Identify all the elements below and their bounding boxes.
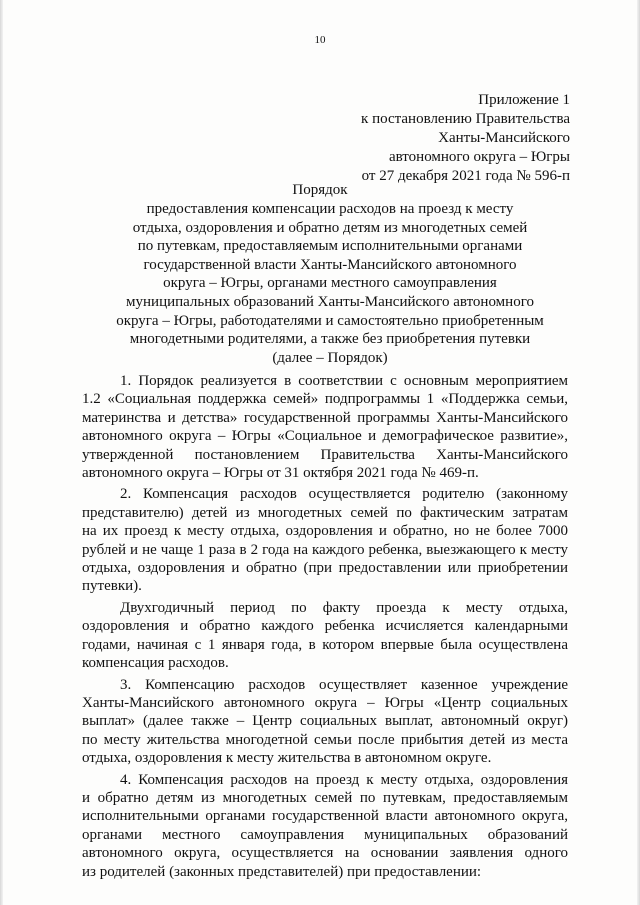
subtitle-line: округа – Югры, работодателями и самостоятельно приобретенным [116,312,544,329]
paragraph-line: и обратно детям из многодетных семей по путевкам, предоставляемым [82,789,568,806]
paragraph-line: Двухгодичный период по факту проезда к месту отдыха, [120,599,568,616]
subtitle-line: государственной власти Ханты-Мансийского автономного [143,256,517,273]
subtitle-line: отдыха, оздоровления и обратно детям из многодетных семей [132,219,528,236]
paragraph-line: на их проезд к месту отдыха, оздоровления и обратно, но не более 7000 [82,523,568,540]
paragraph-1 [82,372,568,482]
paragraph-line: по месту жительства многодетной семьи после прибытия детей из места [82,731,568,748]
appendix-line: Приложение 1 [478,92,570,108]
paragraph-line: автономного округа – Югры «Социальное и демографическое развитие», [82,428,568,445]
paragraph-line: 4. Компенсация расходов на проезд к месту отдыха, оздоровления [120,771,568,788]
paragraph-5 [82,771,568,881]
appendix-block [310,91,570,186]
paragraph-2 [82,485,568,595]
appendix-line: к постановлению Правительства [361,111,570,127]
paragraph-line: 1.2 «Социальная поддержка семей» подпрограммы 1 «Поддержка семьи, [82,391,568,408]
paragraph-line: Ханты-Мансийского автономного округа – Югры «Центр социальных [82,694,568,711]
paragraph-3 [82,599,568,673]
appendix-line: от 27 декабря 2021 года № 596-п [361,168,570,184]
scan-edge-left [0,0,3,905]
document-body [82,372,568,884]
paragraph-line: рублей и не чаще 1 раза в 2 года на каждого ребенка, выезжающего к месту [82,541,568,558]
document-subtitle [70,200,590,367]
subtitle-line: по путевкам, предоставляемым исполнительными органами [137,238,523,255]
paragraph-line: отдыха, оздоровления и обратно (при предоставлении или приобретении [82,560,568,577]
paragraph-line: утвержденной постановлением Правительства Ханты-Мансийского [82,446,568,463]
subtitle-line: предоставления компенсации расходов на проезд к месту [146,201,514,217]
paragraph-line: материнства и детства» государственной программы Ханты-Мансийского [82,409,568,426]
paragraph-line: автономного округа – Югры от 31 октября 2021 года № 469-п. [82,465,479,482]
subtitle-line: (далее – Порядок) [272,349,388,366]
appendix-line: Ханты-Мансийского [438,130,570,146]
paragraph-line: автономного округа, осуществляется на основании заявления одного [82,845,568,862]
paragraph-line: исполнительными органами государственной власти автономного округа, [82,808,568,825]
subtitle-line: многодетными родителями, а также без приобретения путевки [129,331,531,348]
paragraph-line: путевки). [82,578,142,595]
paragraph-line: компенсация расходов. [82,655,229,672]
subtitle-line: муниципальных образований Ханты-Мансийского автономного [126,293,534,310]
paragraph-line: выплат» (далее также – Центр социальных выплат, автономный округ) [82,713,568,730]
paragraph-line: оздоровления и обратно каждого ребенка исчисляется календарными [82,618,568,635]
appendix-line: автономного округа – Югры [388,149,570,165]
paragraph-line: 3. Компенсацию расходов осуществляет казенное учреждение [120,676,568,693]
paragraph-line: органами местного самоуправления муниципальных образований [82,826,568,843]
paragraph-line: отдыха, оздоровления к месту жительства в автономном округе. [82,750,492,767]
paragraph-line: из родителей (законных представителей) при предоставлении: [82,863,482,880]
paragraph-line: представителю) детей из многодетных семей по фактическим затратам [82,504,568,521]
page-number: 10 [314,34,326,46]
paragraph-line: годами, начиная с 1 января года, в котором впервые была осуществлена [82,636,568,653]
subtitle-line: округа – Югры, органами местного самоуправления [163,275,497,292]
paragraph-4 [82,676,568,768]
paragraph-line: 2. Компенсация расходов осуществляется родителю (законному [120,486,568,503]
paragraph-line: 1. Порядок реализуется в соответствии с основным мероприятием [120,373,568,389]
document-title: Порядок [292,182,348,198]
